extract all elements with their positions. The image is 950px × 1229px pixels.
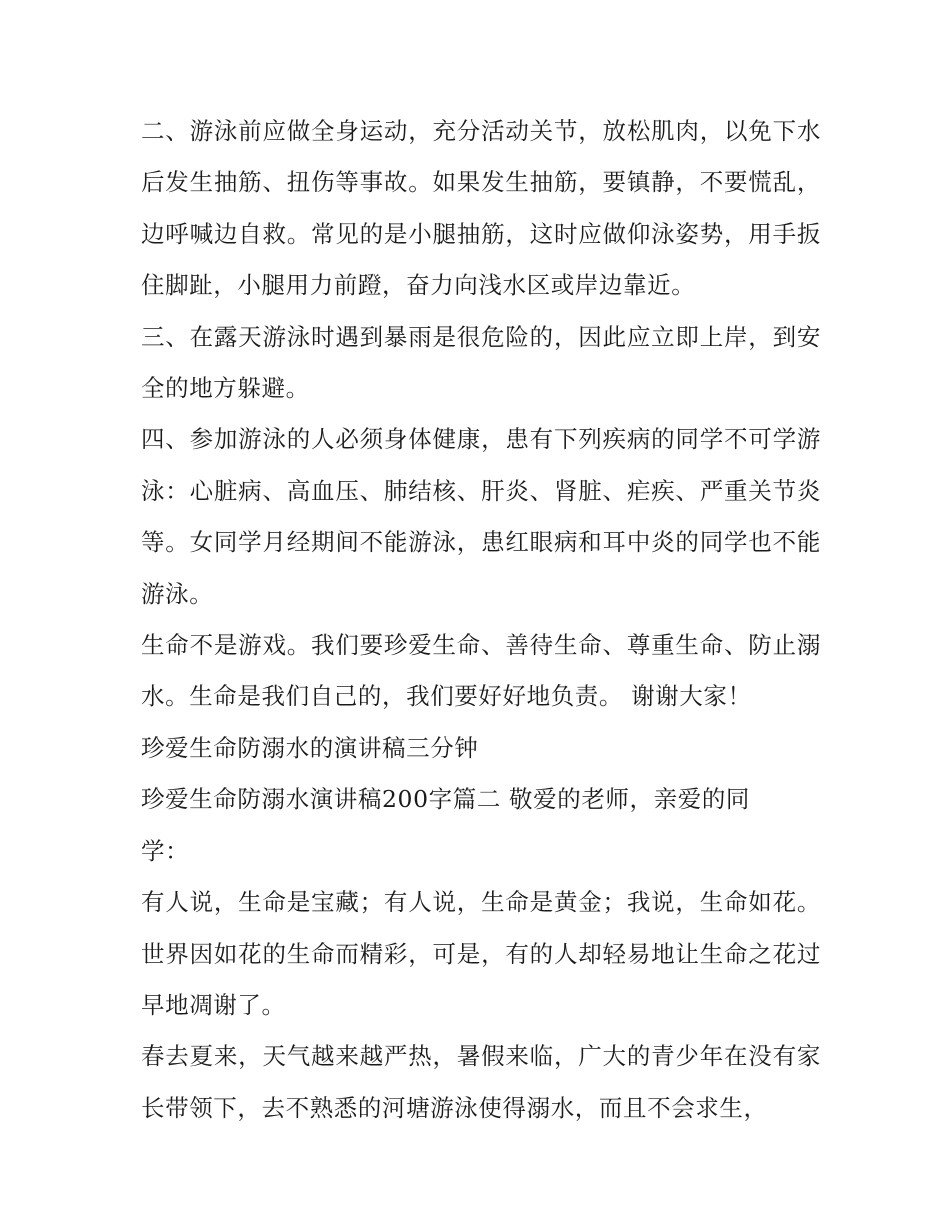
paragraph-health: 四、参加游泳的人必须身体健康，患有下列疾病的同学不可学游泳：心脏病、高血压、肺结核、肝炎、肾脏、疟疾、严重关节炎等。女同学月经期间不能游泳，患红眼病和耳中炎的同学也不能游泳。	[141, 425, 821, 608]
document-body	[141, 106, 821, 1134]
speech-title-greeting: 珍爱生命防溺水演讲稿200字篇二 敬爱的老师，亲爱的同 学：	[141, 785, 751, 865]
section-heading: 珍爱生命防溺水的演讲稿三分钟	[141, 733, 479, 762]
paragraph-rainstorm: 三、在露天游泳时遇到暴雨是很危险的，因此应立即上岸，到安全的地方躲避。	[141, 322, 821, 403]
paragraph-summer: 春去夏来，天气越来越严热，暑假来临，广大的青少年在没有家长带领下，去不熟悉的河塘游泳使得溺水，而且不会求生，	[141, 1042, 821, 1122]
paragraph-swim-warmup: 二、游泳前应做全身运动，充分活动关节，放松肌肉，以免下水后发生抽筋、扭伤等事故。如果发生抽筋，要镇静，不要慌乱，边呼喊边自救。常见的是小腿抽筋，这时应做仰泳姿势，用手扳住脚趾，小腿用力前蹬，奋力向浅水区或岸边靠近。	[141, 117, 821, 300]
paragraph-life-flower: 有人说，生命是宝藏；有人说，生命是黄金；我说，生命如花。世界因如花的生命而精彩，可是，有的人却轻易地让生命之花过早地凋谢了。	[141, 888, 821, 1019]
paragraph-life-not-game: 生命不是游戏。我们要珍爱生命、善待生命、尊重生命、防止溺水。生命是我们自己的，我们要好好地负责。 谢谢大家！	[141, 631, 821, 711]
